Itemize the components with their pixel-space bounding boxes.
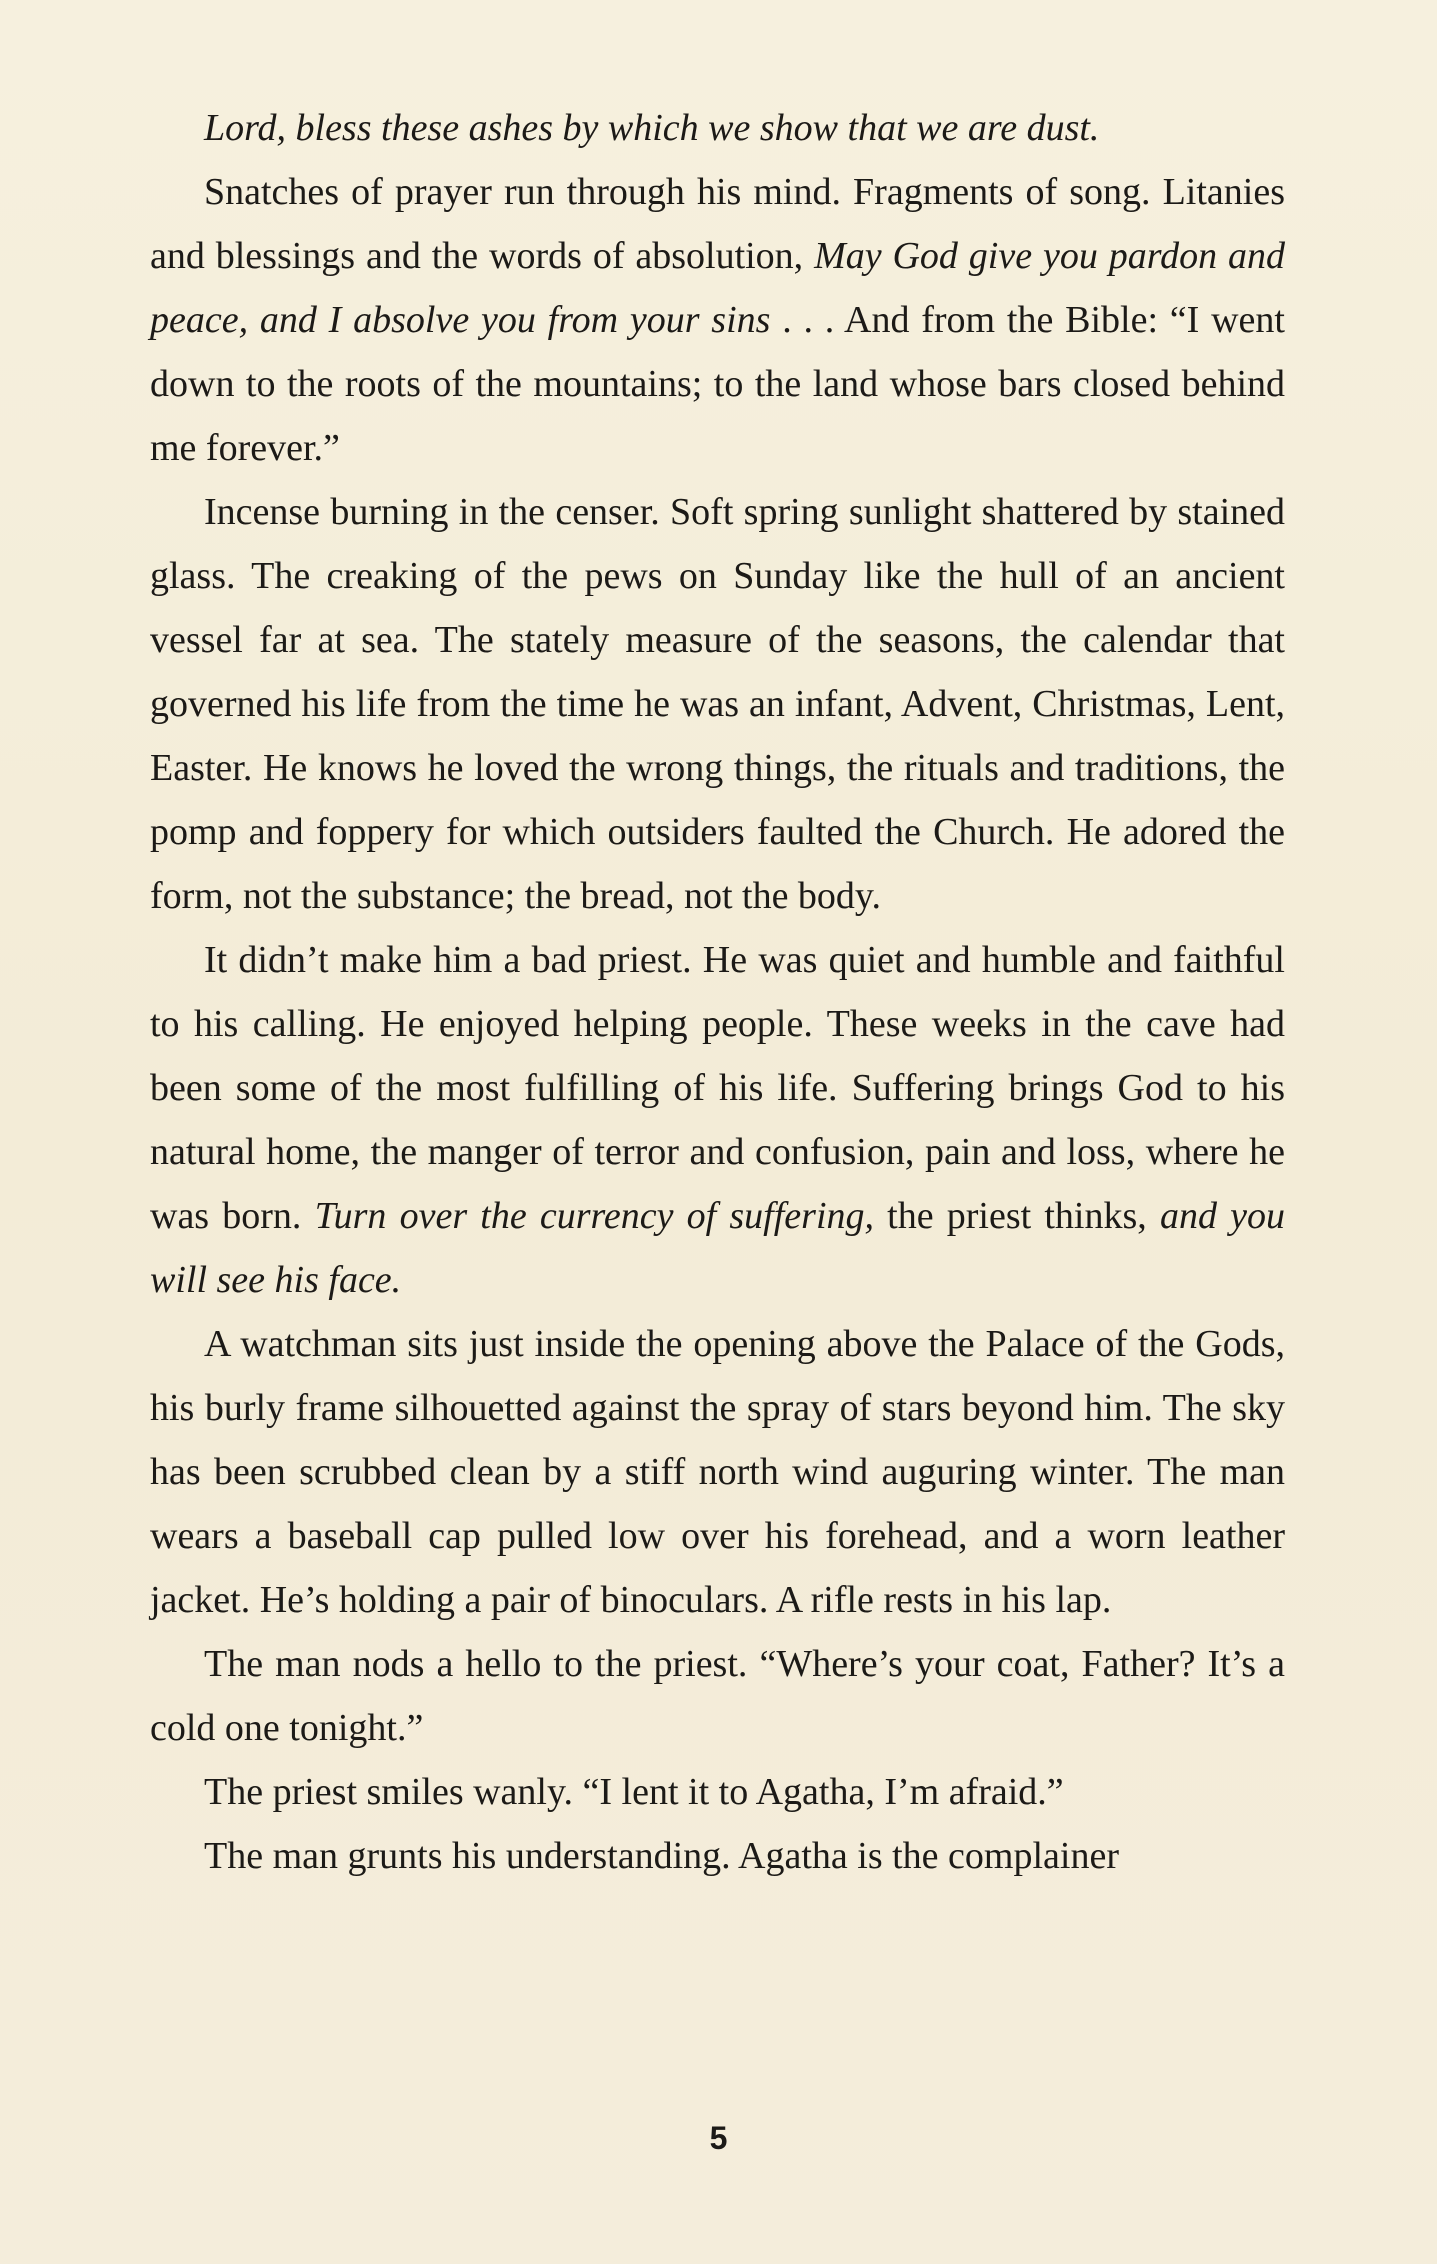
paragraph-7-seg-1: The priest smiles wanly. “I lent it to Agatha, I’m afraid.” xyxy=(204,1771,1064,1813)
paragraph-6 xyxy=(150,1632,1285,1760)
paragraph-4 xyxy=(150,928,1285,1312)
paragraph-4-seg-1: It didn’t make him a bad priest. He was quiet and humble and faithful to his calling. He enjoyed helping people. These weeks in the cave had been some of the most fulfilling of his life. Suffering brings God to his natural home, the manger of terror and confusion, pain and loss, where he was born. xyxy=(150,939,1285,1237)
paragraph-1 xyxy=(150,96,1285,160)
paragraph-4-seg-4: and you will see his face. xyxy=(150,1195,1285,1301)
paragraph-8-seg-1: The man grunts his understanding. Agatha is the complainer xyxy=(204,1835,1119,1877)
paragraph-3-seg-1: Incense burning in the censer. Soft spring sunlight shattered by stained glass. The creaking of the pews on Sunday like the hull of an ancient vessel far at sea. The stately measure of the seasons, the calendar that governed his life from the time he was an infant, Advent, Christmas, Lent, Easter. He knows he loved the wrong things, the rituals and traditions, the pomp and foppery for which outsiders faulted the Church. He adored the form, not the substance; the bread, not the body. xyxy=(150,491,1285,917)
paragraph-8 xyxy=(150,1824,1285,1888)
paragraph-4-seg-2: Turn over the currency of suffering, xyxy=(314,1195,875,1237)
paragraph-1-seg-1: Lord, bless these ashes by which we show that we are dust. xyxy=(204,107,1100,149)
paragraph-2-seg-3: . . . And from the Bible: “I went down to the roots of the mountains; to the land whose bars closed behind me forever.” xyxy=(150,299,1285,469)
paragraph-5 xyxy=(150,1312,1285,1632)
paragraph-6-seg-1: The man nods a hello to the priest. “Where’s your coat, Father? It’s a cold one tonight.” xyxy=(150,1643,1285,1749)
paragraph-3 xyxy=(150,480,1285,928)
paragraph-5-seg-1: A watchman sits just inside the opening above the Palace of the Gods, his burly frame silhouetted against the spray of stars beyond him. The sky has been scrubbed clean by a stiff north wind auguring winter. The man wears a baseball cap pulled low over his forehead, and a worn leather jacket. He’s holding a pair of binoculars. A rifle rests in his lap. xyxy=(150,1323,1285,1621)
paragraph-7 xyxy=(150,1760,1285,1824)
paragraph-4-seg-3: the priest thinks, xyxy=(874,1195,1160,1237)
paragraph-2-seg-2: May God give you pardon and peace, and I absolve you from your sins xyxy=(150,235,1286,341)
page-number: 5 xyxy=(709,2120,728,2156)
paragraph-2-seg-1: Snatches of prayer run through his mind. Fragments of song. Litanies and blessings and the words of absolution, xyxy=(150,171,1285,277)
body-text xyxy=(150,96,1285,1888)
paragraph-2 xyxy=(150,160,1285,480)
